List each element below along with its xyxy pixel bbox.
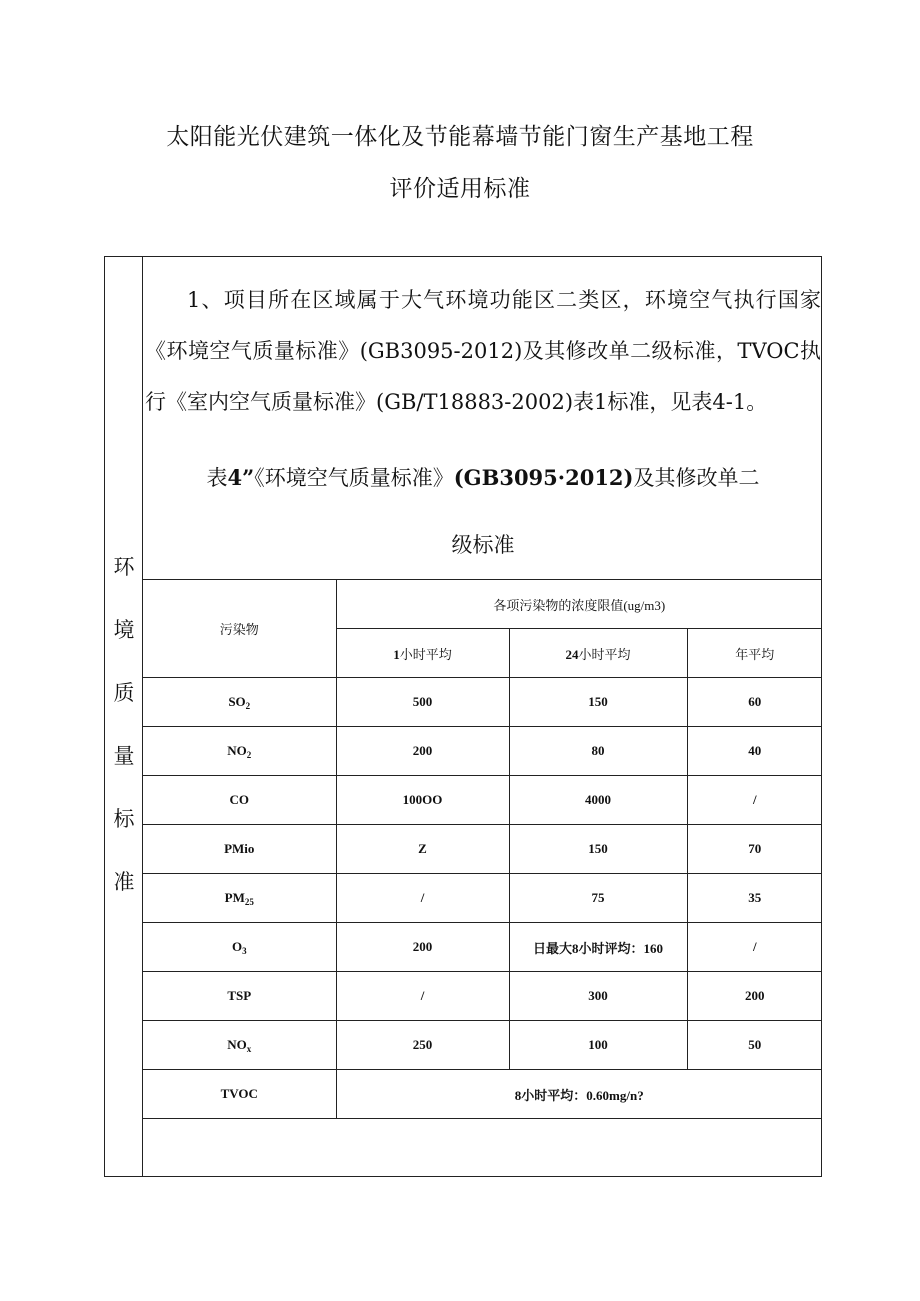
value-24h: 150 — [509, 825, 687, 874]
vertical-label-char: 标 — [113, 807, 135, 831]
header-24h-number: 24 — [565, 646, 579, 662]
header-1h-number: 1 — [393, 646, 400, 662]
pollutant-subscript: 2 — [245, 701, 251, 711]
header-1h-average — [336, 629, 509, 678]
table-header-row — [143, 580, 822, 629]
value-annual: 70 — [687, 825, 822, 874]
pollutant-name: PMio — [224, 841, 255, 856]
pollutant-subscript: 25 — [244, 897, 254, 907]
pollutant-name: NO — [227, 1037, 247, 1052]
vertical-label-char: 准 — [113, 870, 135, 894]
pollutant-cell — [143, 727, 336, 776]
pollutant-cell — [143, 825, 336, 874]
section-vertical-label — [105, 552, 143, 930]
pollutant-cell: TVOC — [143, 1070, 336, 1119]
air-quality-table — [143, 579, 822, 1119]
vertical-label-char: 质 — [113, 681, 135, 705]
value-1h: / — [336, 874, 509, 923]
pollutant-cell — [143, 972, 336, 1021]
table-row — [143, 874, 822, 923]
pollutant-subscript: x — [246, 1044, 252, 1054]
value-annual: 40 — [687, 727, 822, 776]
value-1h: 100OO — [336, 776, 509, 825]
value-annual: 60 — [687, 678, 822, 727]
pollutant-name: PM — [224, 890, 245, 905]
value-annual: / — [687, 923, 822, 972]
value-24h: 75 — [509, 874, 687, 923]
caption-number: 4” — [227, 465, 255, 490]
value-annual: 200 — [687, 972, 822, 1021]
tvoc-value: 8小时平均：0.60mg/n? — [336, 1070, 822, 1119]
header-concentration-limit: 各项污染物的浓度限值(ug/m3) — [336, 580, 822, 629]
table-row — [143, 923, 822, 972]
pollutant-name: CO — [229, 792, 249, 807]
value-24h: 300 — [509, 972, 687, 1021]
value-1h: 500 — [336, 678, 509, 727]
vertical-label-char: 量 — [113, 744, 135, 768]
value-annual: 35 — [687, 874, 822, 923]
value-24h: 80 — [509, 727, 687, 776]
pollutant-cell — [143, 1021, 336, 1070]
table-row — [143, 825, 822, 874]
value-annual: / — [687, 776, 822, 825]
header-1h-label: 小时平均 — [399, 646, 452, 662]
value-1h: Z — [336, 825, 509, 874]
value-annual: 50 — [687, 1021, 822, 1070]
header-pollutant: 污染物 — [143, 580, 336, 678]
header-24h-average — [509, 629, 687, 678]
table-row — [143, 776, 822, 825]
pollutant-cell — [143, 874, 336, 923]
vertical-label-char: 境 — [113, 618, 135, 642]
value-24h: 150 — [509, 678, 687, 727]
pollutant-name: O — [231, 939, 243, 954]
pollutant-name: SO — [228, 694, 246, 709]
value-24h: 4000 — [509, 776, 687, 825]
value-1h: / — [336, 972, 509, 1021]
value-1h: 200 — [336, 923, 509, 972]
caption-prefix: 表 — [206, 466, 228, 490]
pollutant-subscript: 2 — [246, 750, 252, 760]
header-annual-average: 年平均 — [687, 629, 822, 678]
standards-frame — [104, 256, 822, 1177]
caption-code: (GB3095·2012) — [453, 465, 634, 490]
table-row — [143, 972, 822, 1021]
table-row — [143, 1021, 822, 1070]
section-label-column — [105, 257, 143, 1176]
table-row — [143, 727, 822, 776]
table-row-tvoc — [143, 1070, 822, 1119]
value-1h: 200 — [336, 727, 509, 776]
table-row — [143, 678, 822, 727]
value-24h: 100 — [509, 1021, 687, 1070]
pollutant-name: NO — [227, 743, 247, 758]
pollutant-subscript: 3 — [242, 946, 247, 956]
document-title: 太阳能光伏建筑一体化及节能幕墙节能门窗生产基地工程 — [166, 124, 754, 150]
pollutant-name: TSP — [227, 988, 252, 1003]
value-1h: 250 — [336, 1021, 509, 1070]
pollutant-cell — [143, 776, 336, 825]
value-24h: 日最大8小时评均：160 — [509, 923, 687, 972]
caption-middle: 《环境空气质量标准》 — [254, 466, 454, 490]
table-caption — [145, 462, 821, 492]
document-subtitle: 评价适用标准 — [389, 176, 531, 202]
vertical-label-char: 环 — [113, 555, 135, 579]
pollutant-cell — [143, 678, 336, 727]
table-caption-line2: 级标准 — [451, 533, 515, 557]
pollutant-cell — [143, 923, 336, 972]
standards-paragraph: 1、项目所在区域属于大气环境功能区二类区，环境空气执行国家《环境空气质量标准》(GB3095-2012)及其修改单二级标准，TVOC执行《室内空气质量标准》(GB/T18883-2002)表1标准，见表4-1。 — [145, 288, 821, 414]
header-24h-label: 小时平均 — [578, 646, 631, 662]
caption-tail: 及其修改单二 — [633, 466, 760, 490]
